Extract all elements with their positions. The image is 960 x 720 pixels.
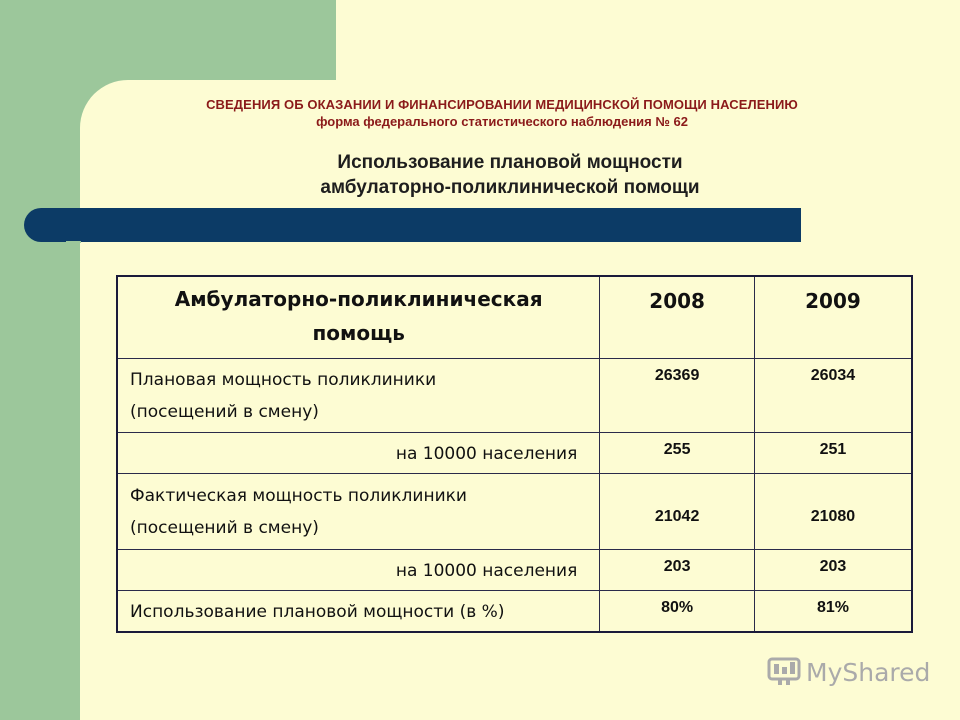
row-label-line1: Фактическая мощность поликлиники xyxy=(130,486,467,506)
myshared-logo-icon xyxy=(766,656,802,688)
value-2008: 80% xyxy=(600,590,755,632)
column-header-line2: помощь xyxy=(312,321,405,345)
value-2008: 21042 xyxy=(600,473,755,549)
slide-title-line2: амбулаторно-поликлинической помощи xyxy=(320,177,700,198)
table-row xyxy=(117,358,912,432)
row-label: Использование плановой мощности (в %) xyxy=(117,590,600,632)
table-row xyxy=(117,473,912,549)
value-2009: 21080 xyxy=(754,473,912,549)
row-label-line1: Плановая мощность поликлиники xyxy=(130,370,437,390)
row-label xyxy=(117,473,600,549)
value-2008: 255 xyxy=(600,432,755,473)
value-2009: 251 xyxy=(754,432,912,473)
value-2008: 26369 xyxy=(600,358,755,432)
table-row xyxy=(117,549,912,590)
slide-title-line1: Использование плановой мощности xyxy=(337,152,683,173)
row-label: на 10000 населения xyxy=(117,549,600,590)
header-title: СВЕДЕНИЯ ОБ ОКАЗАНИИ И ФИНАНСИРОВАНИИ МЕДИЦИНСКОЙ ПОМОЩИ НАСЕЛЕНИЮ xyxy=(206,97,798,112)
value-2009: 26034 xyxy=(754,358,912,432)
watermark xyxy=(766,656,930,688)
table-row xyxy=(117,590,912,632)
row-label-line2: (посещений в смену) xyxy=(130,518,319,538)
header-subtitle: форма федерального статистического наблюдения № 62 xyxy=(316,114,688,129)
row-label-line2: (посещений в смену) xyxy=(130,402,319,422)
value-2008: 203 xyxy=(600,549,755,590)
table-header-row xyxy=(117,276,912,358)
background-top xyxy=(336,0,960,80)
capacity-table xyxy=(116,275,913,633)
column-header-2008: 2008 xyxy=(600,276,755,358)
value-2009: 203 xyxy=(754,549,912,590)
column-header-2009: 2009 xyxy=(754,276,912,358)
bar-notch-decoration xyxy=(66,241,81,243)
slide-title xyxy=(150,150,870,200)
column-header-line1: Амбулаторно-поликлиническая xyxy=(174,287,543,311)
row-label: на 10000 населения xyxy=(117,432,600,473)
column-header-label xyxy=(117,276,600,358)
watermark-text: MyShared xyxy=(806,657,931,687)
row-label xyxy=(117,358,600,432)
title-bar-decoration xyxy=(24,208,801,242)
value-2009: 81% xyxy=(754,590,912,632)
table-row xyxy=(117,432,912,473)
